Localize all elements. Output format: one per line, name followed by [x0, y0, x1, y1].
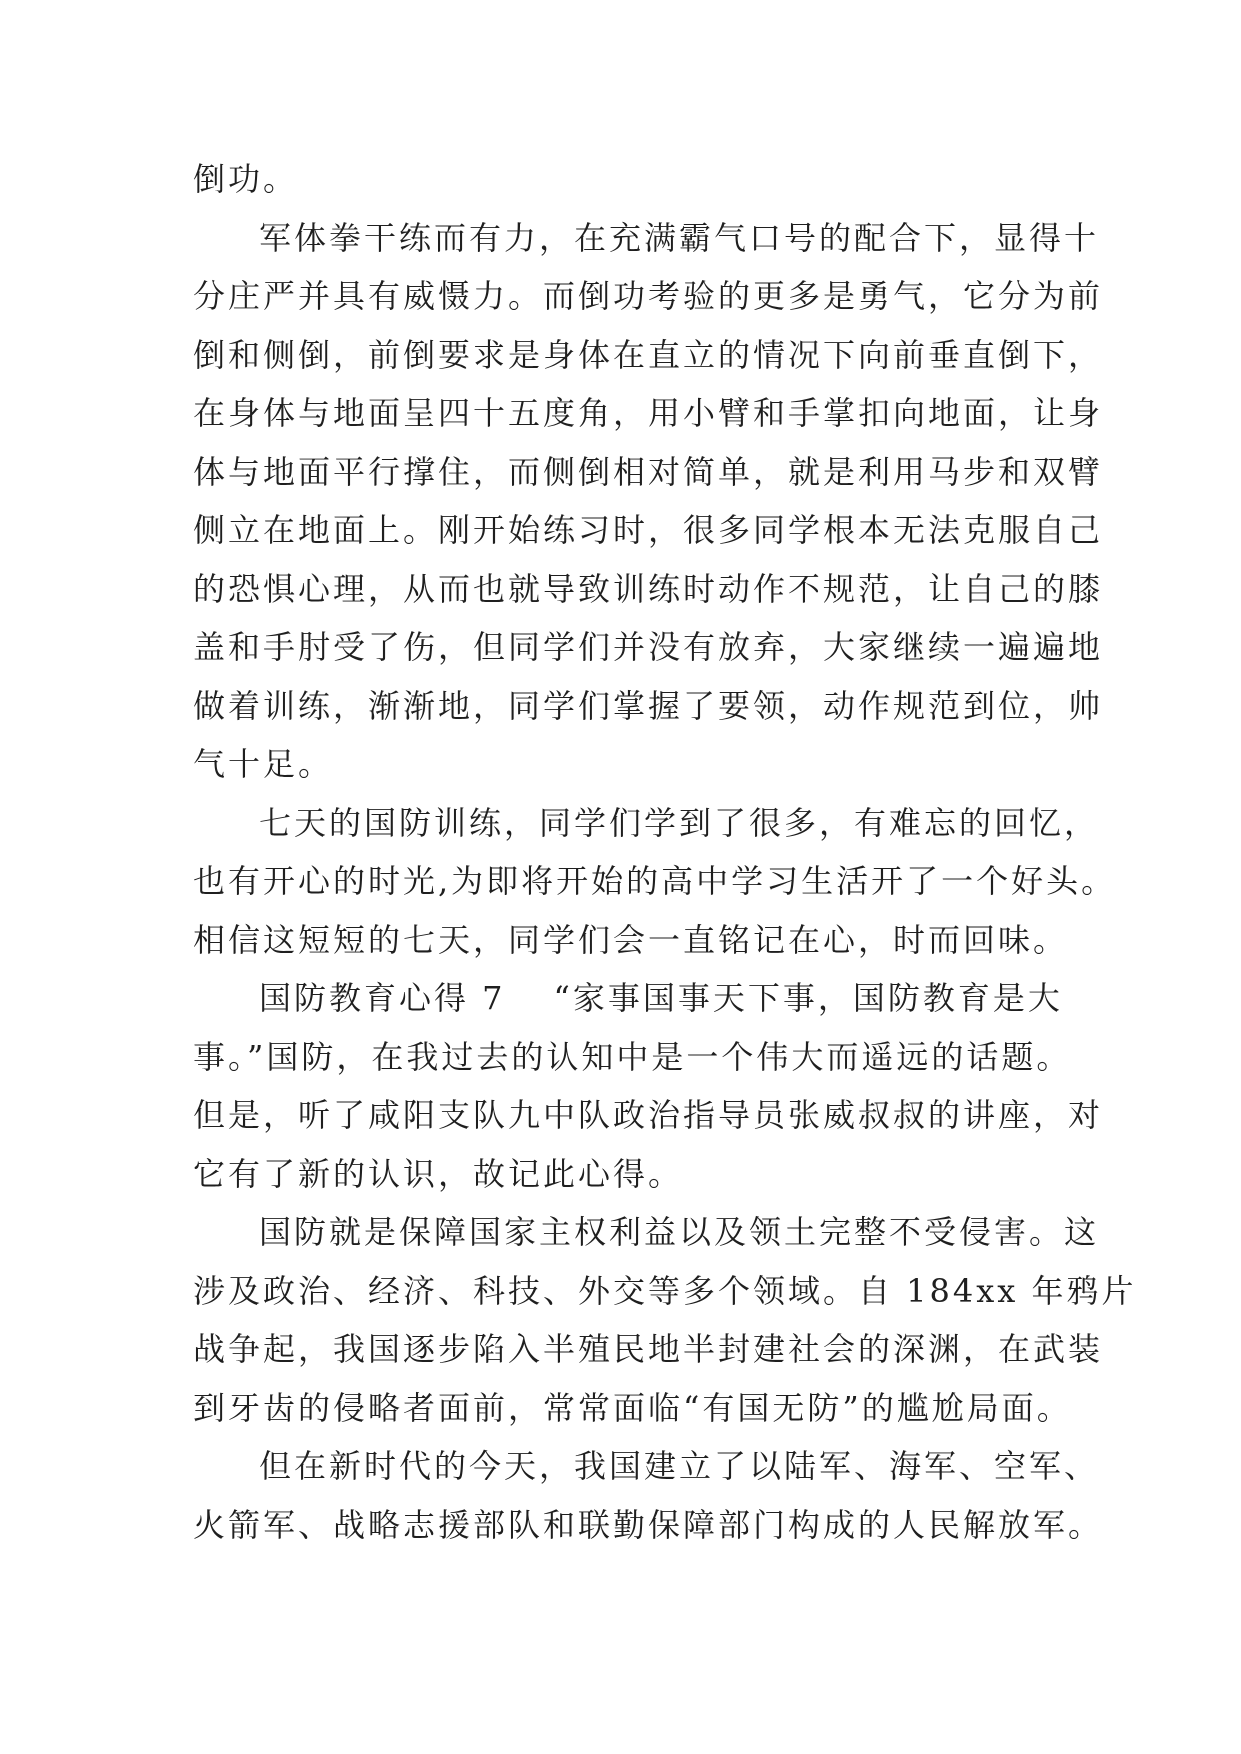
text-line: 到牙齿的侵略者面前，常常面临“有国无防”的尴尬局面。 — [193, 1388, 1072, 1427]
text-line: 涉及政治、经济、科技、外交等多个领域。自 184xx 年鸦片 — [193, 1271, 1137, 1310]
paragraph-military-boxing — [193, 209, 1104, 794]
text-line: 体与地面平行撑住，而侧倒相对简单，就是利用马步和双臂 — [193, 452, 1104, 491]
text-line: 也有开心的时光,为即将开始的高中学习生活开了一个好头。 — [193, 862, 1117, 900]
text-line: 在身体与地面呈四十五度角，用小臂和手掌扣向地面，让身 — [193, 394, 1104, 432]
text-line: 它有了新的认识，故记此心得。 — [193, 1154, 684, 1193]
text-line: 但在新时代的今天，我国建立了以陆军、海军、空军、 — [259, 1447, 1100, 1485]
text-line: 分庄严并具有威慑力。而倒功考验的更多是勇气，它分为前 — [193, 277, 1104, 315]
paragraph-essay-7 — [193, 969, 1104, 1203]
paragraph-intro-end — [193, 150, 1065, 209]
text-line: 但是，听了咸阳支队九中队政治指导员张威叔叔的讲座，对 — [193, 1096, 1104, 1134]
text-line: 火箭军、战略志援部队和联勤保障部门构成的人民解放军。 — [193, 1505, 1104, 1544]
text-line: 的恐惧心理，从而也就导致训练时动作不规范，让自己的膝 — [193, 569, 1104, 608]
section-heading: 国防教育心得 7 — [259, 979, 506, 1017]
paragraph-national-defense — [193, 1203, 1137, 1437]
paragraph-new-era — [193, 1437, 1104, 1554]
document-page — [193, 150, 1137, 1554]
text-line: 侧立在地面上。刚开始练习时，很多同学根本无法克服自己 — [193, 511, 1104, 549]
text-line: 事。”国防，在我过去的认知中是一个伟大而遥远的话题。 — [193, 1037, 1072, 1076]
text-line: 战争起，我国逐步陷入半殖民地半封建社会的深渊，在武装 — [193, 1330, 1104, 1368]
text-line: 七天的国防训练，同学们学到了很多，有难忘的回忆， — [259, 803, 1100, 842]
text-line: 气十足。 — [193, 745, 334, 783]
text-line: 倒和侧倒，前倒要求是身体在直立的情况下向前垂直倒下， — [193, 335, 1104, 374]
paragraph-seven-days — [193, 794, 1117, 970]
text-line: 做着训练，渐渐地，同学们掌握了要领，动作规范到位，帅 — [193, 686, 1104, 725]
text-line — [193, 969, 1065, 1028]
text-fragment: “家事国事天下事，国防教育是大 — [553, 979, 1063, 1017]
text-line: 军体拳干练而有力，在充满霸气口号的配合下，显得十 — [259, 218, 1100, 257]
text-line: 倒功。 — [193, 160, 299, 198]
text-line: 相信这短短的七天，同学们会一直铭记在心，时而回味。 — [193, 920, 1069, 959]
text-line: 盖和手肘受了伤，但同学们并没有放弃，大家继续一遍遍地 — [193, 628, 1104, 666]
text-line: 国防就是保障国家主权利益以及领土完整不受侵害。这 — [259, 1213, 1100, 1251]
